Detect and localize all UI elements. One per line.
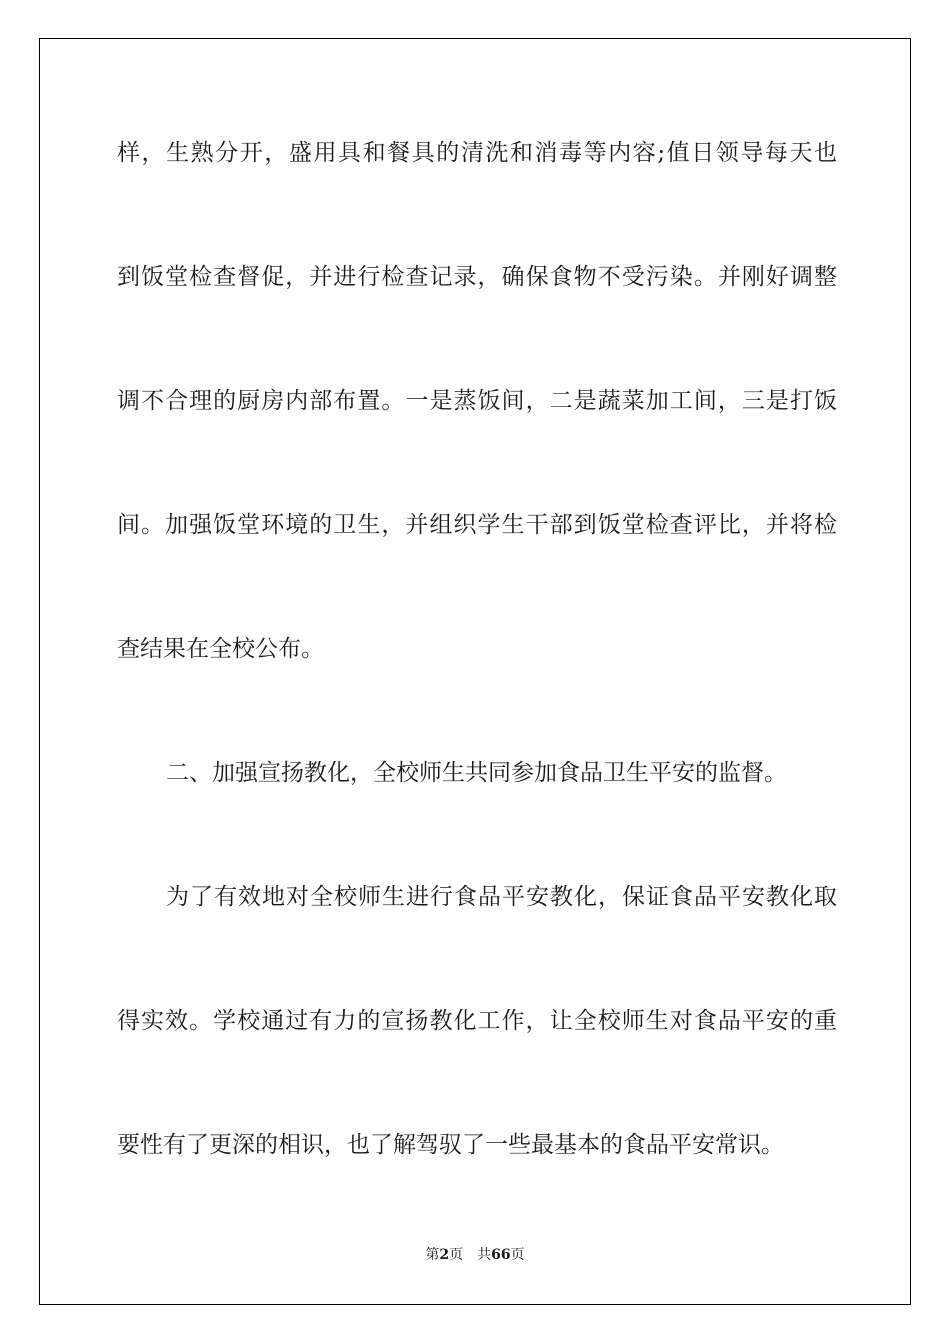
- footer-page-number: 2: [439, 1247, 450, 1263]
- footer-page-suffix: 页: [449, 1247, 464, 1263]
- page-border: [39, 38, 911, 1305]
- footer-total-prefix: 共: [477, 1247, 492, 1263]
- footer-total-suffix: 页: [510, 1247, 525, 1263]
- paragraph-line-5: 查结果在全校公布。: [117, 636, 324, 662]
- footer-total-pages: 66: [491, 1247, 511, 1263]
- paragraph-line-8: 得实效。学校通过有力的宣扬教化工作，让全校师生对食品平安的重: [117, 1008, 837, 1034]
- paragraph-line-3: 调不合理的厨房内部布置。一是蒸饭间，二是蔬菜加工间，三是打饭: [117, 388, 837, 414]
- footer-page-prefix: 第: [425, 1247, 440, 1263]
- paragraph-line-1: 样，生熟分开，盛用具和餐具的清洗和消毒等内容;值日领导每天也: [117, 140, 837, 166]
- paragraph-line-9: 要性有了更深的相识，也了解驾驭了一些最基本的食品平安常识。: [117, 1132, 784, 1158]
- paragraph-line-4: 间。加强饭堂环境的卫生，并组织学生干部到饭堂检查评比，并将检: [117, 512, 837, 538]
- paragraph-line-2: 到饭堂检查督促，并进行检查记录，确保食物不受污染。并刚好调整: [117, 264, 837, 290]
- page-footer: [0, 1246, 950, 1264]
- section-heading: 二、加强宣扬教化，全校师生共同参加食品卫生平安的监督。: [166, 760, 787, 786]
- paragraph-line-7: 为了有效地对全校师生进行食品平安教化，保证食品平安教化取: [166, 884, 837, 910]
